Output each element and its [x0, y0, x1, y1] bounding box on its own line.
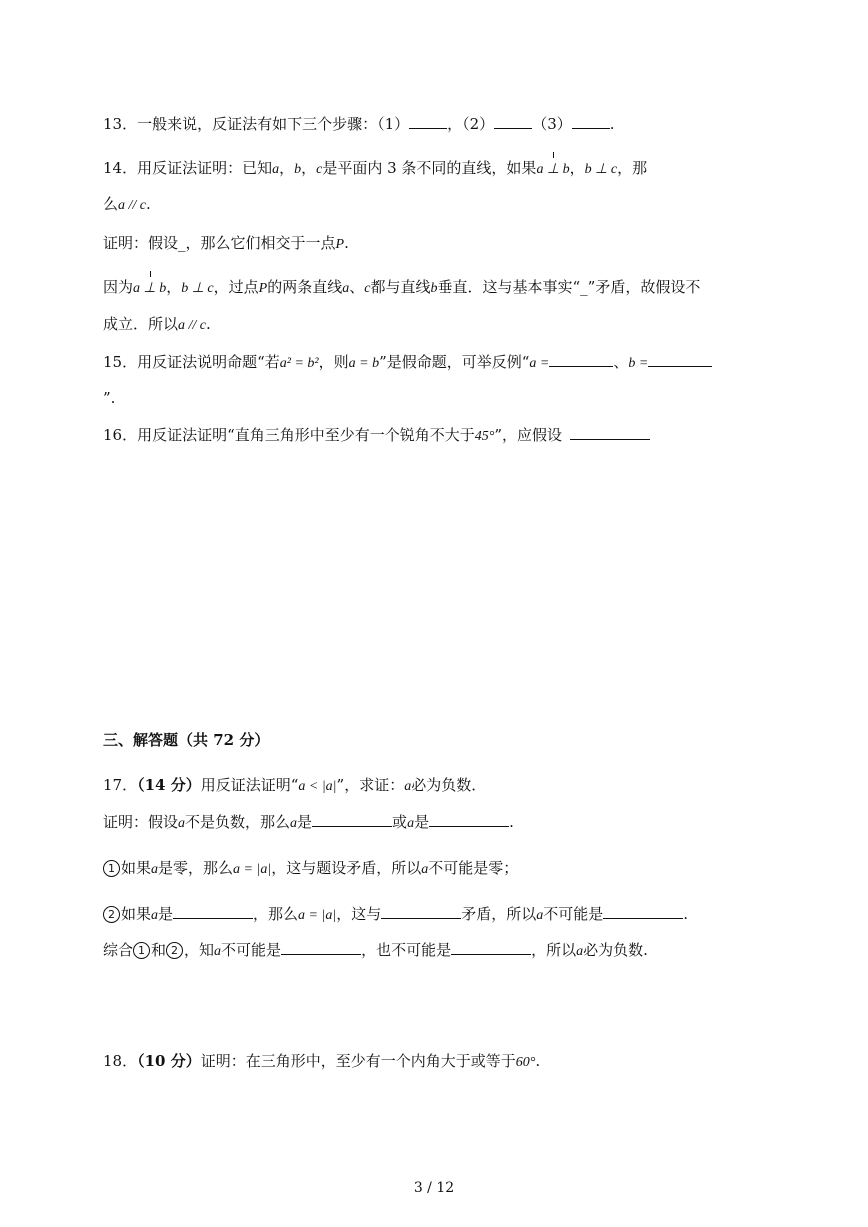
q15-text-3: ”是假命题，可举反例“	[379, 353, 530, 371]
q17-var-a: a	[576, 944, 584, 959]
q17-var-a: a	[290, 816, 298, 831]
q18-text: 证明：在三角形中，至少有一个内角大于或等于	[200, 1052, 516, 1070]
q17-blank-3[interactable]	[173, 904, 253, 919]
q17-l5-text-2: 和	[151, 941, 167, 959]
q16-blank[interactable]	[570, 425, 650, 440]
q17-num: 17．	[103, 776, 138, 794]
q17-l3-text: 如果	[121, 859, 152, 877]
q17-score: （14 分）	[137, 776, 201, 794]
q13-blank-2[interactable]	[494, 114, 532, 129]
q17-blank-5[interactable]	[603, 904, 683, 919]
q15-text: 15．用反证法说明命题“若	[103, 353, 280, 371]
question-13	[103, 114, 615, 134]
q17-l4-end: .	[683, 905, 689, 923]
q15-text-2: ，则	[318, 353, 349, 371]
q18-angle: 60°	[515, 1055, 536, 1070]
q14-parallel-2: a // c	[178, 318, 207, 333]
question-14-line1	[103, 158, 647, 180]
q14-because-text-6: 垂直．这与基本事实“_”矛盾，故假设不	[437, 278, 701, 296]
question-16	[103, 425, 650, 447]
q17-l5-text-7: 必为负数.	[583, 941, 648, 959]
q17-eq-abs: a = |a|	[233, 862, 272, 877]
q17-l2-text: 证明：假设	[103, 813, 179, 831]
q17-l5-text-6: ，所以	[531, 941, 577, 959]
q14-because-text: 因为	[103, 278, 134, 296]
q17-l4-text-2: 是	[158, 905, 174, 923]
q17-text: 用反证法证明“	[200, 776, 299, 794]
q14-parallel: a // c	[118, 198, 147, 213]
q17-var-a: a	[178, 816, 186, 831]
q14-because-text-5: 都与直线	[370, 278, 431, 296]
q14-text-end: ，那	[617, 159, 648, 177]
q18-end: .	[535, 1052, 541, 1070]
q14-because-text-4: 、	[349, 278, 365, 296]
q17-blank-2[interactable]	[429, 812, 509, 827]
circled-one-icon: 1	[133, 942, 150, 959]
q17-var-a: a	[151, 908, 159, 923]
q13-end: .	[609, 115, 615, 133]
q14-perp-ab-2: a ⊥ b	[133, 279, 166, 299]
question-17-summary	[103, 940, 648, 962]
q17-l5-text-5: ，也不可能是	[361, 941, 452, 959]
question-15-end	[103, 388, 115, 408]
q14-concl-end: .	[206, 315, 211, 333]
q14-comma: ，	[166, 278, 182, 296]
q15-eq2: a = b	[348, 356, 380, 371]
question-14-proof	[103, 233, 349, 255]
q14-comma: ，	[301, 159, 317, 177]
q14-var-b: b	[294, 162, 302, 177]
q17-l2-text-5: 是	[414, 813, 430, 831]
question-14-line2	[103, 194, 151, 216]
q17-l2-end: .	[509, 813, 514, 831]
q17-blank-1[interactable]	[312, 812, 392, 827]
q14-var-c: c	[316, 162, 323, 177]
q15-blank-b[interactable]	[648, 352, 712, 367]
page-number-text: 3 / 12	[413, 1180, 455, 1196]
q13-blank-3[interactable]	[572, 114, 610, 129]
question-14-conclusion	[103, 314, 211, 336]
q17-var-a: a	[407, 816, 415, 831]
q17-blank-6[interactable]	[281, 940, 361, 955]
q14-because-text-3: 的两条直线	[267, 278, 343, 296]
q14-perp-ab: a ⊥ b	[536, 160, 569, 180]
q17-var-a: a	[421, 862, 429, 877]
q17-ineq: a < |a|	[298, 779, 337, 794]
q13-step2-label: ，（2）	[447, 115, 495, 133]
q14-proof-end: .	[344, 234, 349, 252]
q15-eq1: a² = b²	[279, 356, 319, 371]
q17-l4-text-6: 不可能是	[543, 905, 604, 923]
section-3-title-text: 三、解答题（共 72 分）	[103, 731, 270, 749]
q16-text: 16．用反证法证明“直角三角形中至少有一个锐角不大于	[103, 426, 475, 444]
q17-l4-text-4: ，这与	[336, 905, 382, 923]
q14-point-p: P	[335, 237, 345, 252]
q14-proof-text: 证明：假设_，那么它们相交于一点	[103, 234, 336, 252]
q17-eq-abs: a = |a|	[298, 908, 337, 923]
q16-text-2: ”，应假设	[494, 426, 563, 444]
q14-perp-bc-2: b ⊥ c	[181, 281, 214, 296]
q18-score: （10 分）	[137, 1052, 201, 1070]
q14-var-b-2: b	[430, 281, 438, 296]
section-3-title	[103, 730, 269, 750]
q17-l2-text-3: 是	[297, 813, 313, 831]
q17-blank-7[interactable]	[451, 940, 531, 955]
q17-l4-text-3: ，那么	[253, 905, 299, 923]
q17-text-2: ”，求证：	[336, 776, 405, 794]
q15-end: ”.	[103, 389, 116, 407]
question-17-case2	[103, 904, 688, 926]
q14-concl-text: 成立．所以	[103, 315, 179, 333]
q17-var-a: a	[151, 862, 159, 877]
q13-step3-label: （3）	[532, 115, 572, 133]
q17-l3-text-3: ，这与题设矛盾，所以	[271, 859, 422, 877]
q17-var-a: a	[536, 908, 544, 923]
q17-l5-text-3: ，知	[184, 941, 215, 959]
q17-l4-text-5: 矛盾，所以	[461, 905, 537, 923]
q15-sep: 、	[613, 353, 629, 371]
q14-text: 14．用反证法证明：已知	[103, 159, 273, 177]
question-14-because	[103, 277, 700, 299]
q14-comma: ，	[569, 159, 585, 177]
circled-two-icon: 2	[166, 942, 183, 959]
q14-var-a: a	[272, 162, 280, 177]
q14-end: .	[146, 195, 151, 213]
page-number	[0, 1180, 868, 1196]
question-17	[103, 775, 486, 797]
q13-text: 13．一般来说，反证法有如下三个步骤：（1）	[103, 115, 410, 133]
q14-var-a-2: a	[342, 281, 350, 296]
question-17-case1	[103, 858, 518, 880]
q17-text-3: 必为负数．	[411, 776, 487, 794]
q14-point-p-2: P	[258, 281, 268, 296]
q17-l5-text: 综合	[103, 941, 134, 959]
q17-l5-text-4: 不可能是	[221, 941, 282, 959]
q17-l2-text-4: 或	[392, 813, 408, 831]
q17-l3-text-2: 是零，那么	[158, 859, 234, 877]
question-18	[103, 1051, 540, 1073]
question-17-proof	[103, 812, 514, 834]
circled-one-icon: 1	[103, 860, 120, 877]
q17-blank-4[interactable]	[381, 904, 461, 919]
q15-a-eq: a =	[529, 356, 550, 371]
q14-perp-bc: b ⊥ c	[584, 162, 618, 177]
q18-num: 18．	[103, 1052, 138, 1070]
q17-l3-text-4: 不可能是零；	[428, 859, 519, 877]
question-15	[103, 352, 712, 374]
circled-two-icon: 2	[103, 906, 120, 923]
q14-var-c-2: c	[364, 281, 371, 296]
q15-b-eq: b =	[628, 356, 649, 371]
q17-l4-text: 如果	[121, 905, 152, 923]
q13-blank-1[interactable]	[409, 114, 447, 129]
q14-because-text-2: ，过点	[213, 278, 259, 296]
q14-text-2: 么	[103, 195, 119, 213]
q15-blank-a[interactable]	[549, 352, 613, 367]
q14-text-mid: 是平面内 3 条不同的直线，如果	[322, 159, 537, 177]
q14-comma: ，	[279, 159, 295, 177]
q17-l2-text-2: 不是负数，那么	[185, 813, 291, 831]
q16-angle: 45°	[474, 429, 495, 444]
q17-var-a: a	[214, 944, 222, 959]
q17-var-a: a	[404, 779, 412, 794]
